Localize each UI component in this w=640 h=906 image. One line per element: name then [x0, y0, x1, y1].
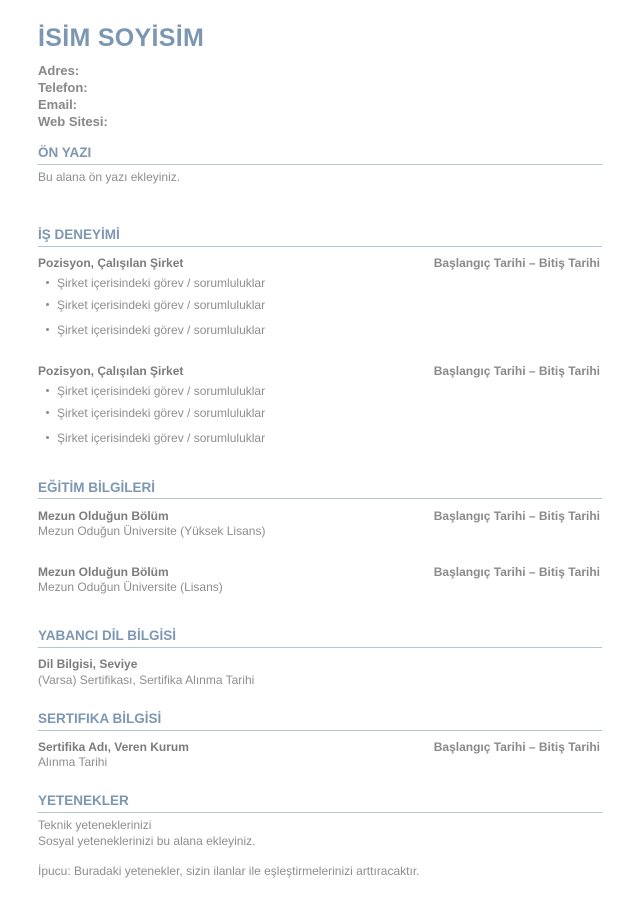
divider: [38, 246, 602, 247]
divider: [38, 498, 602, 499]
list-item: Şirket içerisindeki görev / sorumluluklar: [46, 406, 265, 420]
education-dates: Başlangıç Tarihi – Bitiş Tarihi: [433, 509, 600, 523]
list-item: Şirket içerisindeki görev / sorumluluklar: [46, 298, 265, 312]
skills-social: Sosyal yeteneklerinizi bu alana ekleyiniz.: [38, 834, 256, 848]
certificate-detail: Alınma Tarihi: [38, 755, 108, 769]
full-name: İSİM SOYİSİM: [38, 24, 205, 52]
divider: [38, 164, 602, 165]
contact-website: Web Sitesi:: [38, 114, 108, 129]
certificate-dates: Başlangıç Tarihi – Bitiş Tarihi: [433, 740, 600, 754]
section-title-certificate: SERTIFIKA BİLGİSİ: [38, 711, 162, 726]
language-detail: (Varsa) Sertifikası, Sertifika Alınma Tarihi: [38, 673, 255, 687]
experience-dates: Başlangıç Tarihi – Bitiş Tarihi: [433, 256, 600, 270]
list-item: Şirket içerisindeki görev / sorumluluklar: [46, 323, 265, 337]
bullet-icon: [46, 281, 49, 284]
section-title-skills: YETENEKLER: [38, 793, 129, 808]
experience-position: Pozisyon, Çalışılan Şirket: [38, 364, 184, 378]
section-title-education: EĞİTİM BİLGİLERİ: [38, 480, 155, 495]
experience-position: Pozisyon, Çalışılan Şirket: [38, 256, 184, 270]
divider: [38, 730, 602, 731]
list-item: Şirket içerisindeki görev / sorumluluklar: [46, 384, 265, 398]
list-item: Şirket içerisindeki görev / sorumluluklar: [46, 431, 265, 445]
skills-tip: İpucu: Buradaki yetenekler, sizin ilanlar ile eşleştirmelerinizi arttıracaktır.: [38, 864, 420, 878]
bullet-icon: [46, 436, 49, 439]
education-dates: Başlangıç Tarihi – Bitiş Tarihi: [433, 565, 600, 579]
certificate-name: Sertifika Adı, Veren Kurum: [38, 740, 189, 754]
bullet-icon: [46, 411, 49, 414]
section-title-cover-letter: ÖN YAZI: [38, 145, 92, 160]
bullet-icon: [46, 328, 49, 331]
contact-email: Email:: [38, 97, 78, 112]
divider: [38, 647, 602, 648]
education-department: Mezun Olduğun Bölüm: [38, 565, 169, 579]
section-title-language: YABANCI DİL BİLGİSİ: [38, 628, 177, 643]
skills-technical: Teknik yeteneklerinizi: [38, 818, 152, 832]
contact-address: Adres:: [38, 63, 80, 78]
bullet-icon: [46, 389, 49, 392]
education-school: Mezun Oduğun Üniversite (Lisans): [38, 580, 223, 594]
education-department: Mezun Olduğun Bölüm: [38, 509, 169, 523]
divider: [38, 812, 602, 813]
section-title-experience: İŞ DENEYİMİ: [38, 227, 120, 242]
language-name: Dil Bilgisi, Seviye: [38, 657, 138, 671]
contact-block: [38, 62, 108, 130]
experience-dates: Başlangıç Tarihi – Bitiş Tarihi: [433, 364, 600, 378]
contact-phone: Telefon:: [38, 80, 88, 95]
list-item: Şirket içerisindeki görev / sorumluluklar: [46, 276, 265, 290]
bullet-icon: [46, 303, 49, 306]
education-school: Mezun Oduğun Üniversite (Yüksek Lisans): [38, 524, 266, 538]
cover-letter-text: Bu alana ön yazı ekleyiniz.: [38, 170, 181, 184]
